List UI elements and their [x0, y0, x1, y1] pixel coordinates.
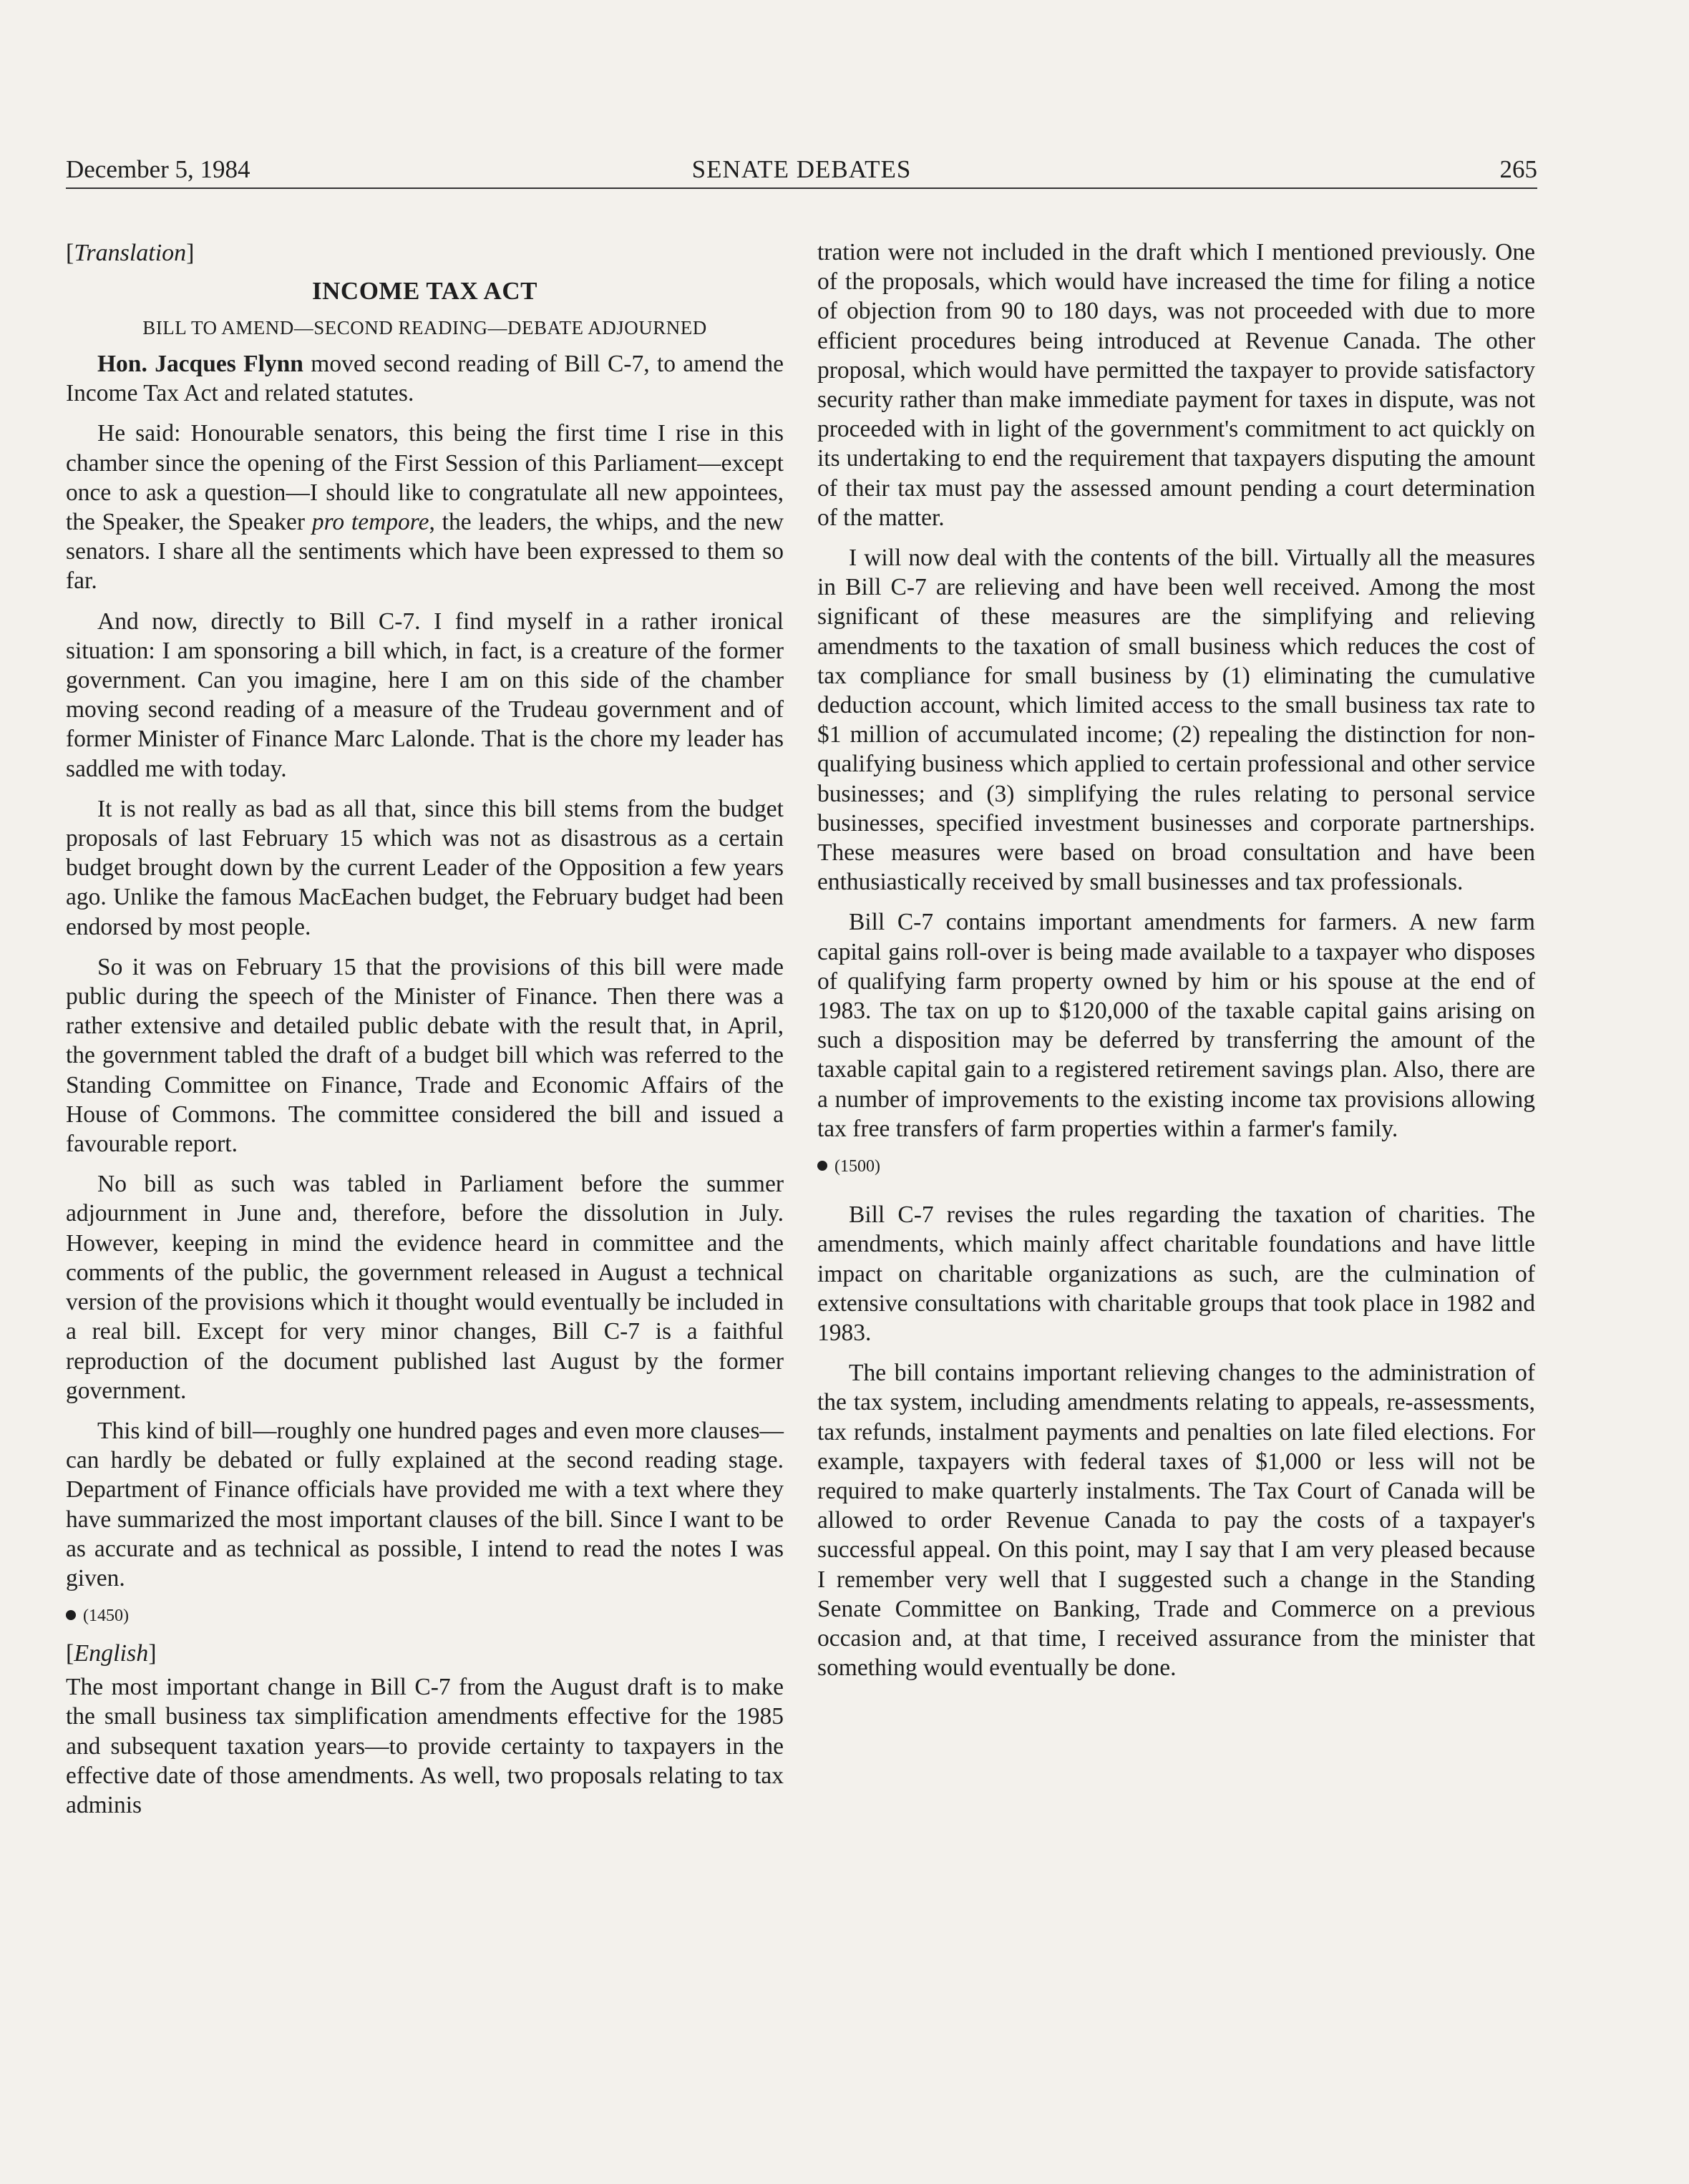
bullet-icon — [817, 1161, 827, 1171]
paragraph: He said: Honourable senators, this being the first time I rise in this chamber since the opening of the First Session of this Parliament—except once to ask a question—I should like to congratulate all new appointees, the Speaker, the Speaker pro tempore, the leaders, the whips, and the new senators. I share all the sentiments which have been expressed to them so far. — [66, 420, 784, 595]
page-number: 265 — [1499, 155, 1537, 183]
paragraph: Bill C-7 contains important amendments for farmers. A new farm capital gains roll-over is being made available to a taxpayer who disposes of qualifying farm property owned by him or his spouse at the end of 1983. The tax on up to $120,000 of the taxable capital gains arising on such a disposition may be deferred by transferring the amount of the taxable capital gain to a registered retirement savings plan. Also, there are a number of improvements to the existing income tax provisions allowing tax free transfers of farm properties within a farmer's family. — [817, 909, 1535, 1142]
header-date: December 5, 1984 — [66, 155, 250, 183]
paragraph: tration were not included in the draft which I mentioned previously. One of the proposals, which would have increased the time for filing a notice of objection from 90 to 180 days, was not proceeded with due to more efficient procedures being introduced at Revenue Canada. The other proposal, which would have permitted the taxpayer to provide satisfactory security rather than make immediate payment for taxes in dispute, was not proceeded with in light of the government's commitment to act quickly on its undertaking to end the requirement that taxpayers disputing the amount of their tax must pay the assessed amount pending a court determination of the matter. — [817, 239, 1535, 531]
right-column — [817, 238, 1535, 1693]
page-header — [66, 152, 1537, 187]
paragraph: I will now deal with the contents of the bill. Virtually all the measures in Bill C-7 are relieving and have been well received. Among the most significant of these measures are the simplifying and relieving amendments to the taxation of small business which reduces the cost of tax compliance for small business by (1) eliminating the cumulative deduction account, which limited access to the small business tax rate to $1 million of accumulated income; (2) repealing the distinction for non-qualifying business which applied to certain professional and other service businesses; and (3) simplifying the rules relating to personal service businesses, specified investment businesses and corporate partnerships. These measures were based on broad consultation and have been enthusiastically received by small businesses and tax professionals. — [817, 545, 1535, 896]
left-column — [66, 238, 784, 1830]
paragraph: Bill C-7 revises the rules regarding the taxation of charities. The amendments, which mainly affect charitable foundations and have little impact on charitable organizations as such, are the culmination of extensive consultations with charitable groups that took place in 1982 and 1983. — [817, 1201, 1535, 1346]
bullet-icon — [66, 1610, 76, 1620]
language-note: [English] — [66, 1640, 157, 1667]
paragraph: Hon. Jacques Flynn moved second reading of Bill C-7, to amend the Income Tax Act and related statutes. — [66, 351, 784, 407]
time-marker: (1500) — [817, 1154, 1535, 1179]
header-title: SENATE DEBATES — [691, 155, 912, 183]
section-heading: INCOME TAX ACT — [312, 277, 537, 305]
paragraph: It is not really as bad as all that, since this bill stems from the budget proposals of last February 15 which was not as disastrous as a certain budget brought down by the current Leader of the Opposition a few years ago. Unlike the famous MacEachen budget, the February budget had been endorsed by most people. — [66, 795, 784, 940]
speaker-name: Hon. Jacques Flynn — [97, 351, 303, 377]
header-rule — [66, 187, 1537, 189]
paragraph: The most important change in Bill C-7 from the August draft is to make the small business tax simplification amendments effective for the 1985 and subsequent taxation years—to provide certainty to taxpayers in the effective date of those amendments. As well, two proposals relating to tax adminis — [66, 1674, 784, 1818]
paragraph: So it was on February 15 that the provisions of this bill were made public during the speech of the Minister of Finance. Then there was a rather extensive and detailed public debate with the result that, in April, the government tabled the draft of a budget bill which was referred to the Standing Committee on Finance, Trade and Economic Affairs of the House of Commons. The committee considered the bill and issued a favourable report. — [66, 953, 784, 1158]
paragraph: The bill contains important relieving changes to the administration of the tax system, including amendments relating to appeals, re-assessments, tax refunds, instalment payments and penalties on late filed elections. For example, taxpayers with federal taxes of $1,000 or less will not be required to make quarterly instalments. The Tax Court of Canada will be allowed to order Revenue Canada to pay the costs of a taxpayer's successful appeal. On this point, may I say that I am very pleased because I remember very well that I suggested such a change in the Standing Senate Committee on Banking, Trade and Commerce on a previous occasion and, at that time, I received assurance from the minister that something would eventually be done. — [817, 1360, 1535, 1682]
paragraph: This kind of bill—roughly one hundred pages and even more clauses—can hardly be debated or fully explained at the second reading stage. Department of Finance officials have provided me with a text where they have summarized the most important clauses of the bill. Since I want to be as accurate and as technical as possible, I intend to read the notes I was given. — [66, 1417, 784, 1591]
language-note: [Translation] — [66, 240, 195, 266]
time-marker: (1450) — [66, 1604, 784, 1628]
paragraph: And now, directly to Bill C-7. I find myself in a rather ironical situation: I am sponsoring a bill which, in fact, is a creature of the former government. Can you imagine, here I am on this side of the chamber moving second reading of a measure of the Trudeau government and of former Minister of Finance Marc Lalonde. That is the chore my leader has saddled me with today. — [66, 608, 784, 782]
section-subheading: BILL TO AMEND—SECOND READING—DEBATE ADJOURNED — [142, 317, 707, 338]
paragraph: No bill as such was tabled in Parliament before the summer adjournment in June and, therefore, before the dissolution in July. However, keeping in mind the evidence heard in committee and the comments of the public, the government released in August a technical version of the provisions which it thought would eventually be included in a real bill. Except for very minor changes, Bill C-7 is a faithful reproduction of the document published last August by the former government. — [66, 1171, 784, 1404]
